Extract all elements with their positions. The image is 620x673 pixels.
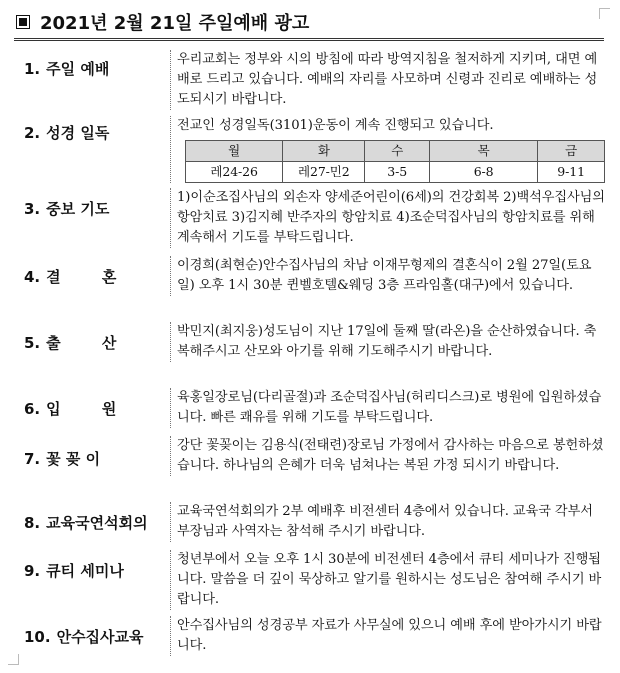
table-header-cell: 목 [430, 141, 538, 162]
item-text: 교육국연석회의가 2부 예배후 비전센터 4층에서 있습니다. 교육국 각부서 부장님과 사역자는 참석해 주시기 바랍니다. [170, 502, 605, 542]
item-label: 8. 교육국연석회의 [24, 514, 148, 532]
item-text: 강단 꽃꽂이는 김용식(전태련)장로님 가정에서 감사하는 마음으로 봉헌하셨습니다. 하나님의 은혜가 더욱 넘쳐나는 복된 가정 되시기 바랍니다. [170, 436, 605, 476]
bible-reading-table [185, 140, 605, 183]
table-header-cell: 수 [365, 141, 430, 162]
page-corner-mark [8, 654, 19, 665]
page-title: 2021년 2월 21일 주일예배 광고 [40, 13, 310, 34]
table-cell: 3-5 [365, 162, 430, 183]
item-text: 육홍일장로님(다리골절)과 조순덕집사님(허리디스크)로 병원에 입원하셨습니다. 빠른 쾌유를 위해 기도를 부탁드립니다. [170, 388, 605, 428]
table-cell: 6-8 [430, 162, 538, 183]
item-label: 4. 결 혼 [24, 268, 117, 286]
item-text: 청년부에서 오늘 오후 1시 30분에 비전센터 4층에서 큐티 세미나가 진행됩니다. 말씀을 더 깊이 묵상하고 알기를 원하시는 성도님은 참여해 주시기 바랍니다. [170, 550, 605, 610]
item-label: 2. 성경 일독 [24, 124, 110, 142]
item-label: 3. 중보 기도 [24, 200, 110, 218]
item-text: 박민지(최지웅)성도님이 지난 17일에 둘째 딸(라온)을 순산하였습니다. 축복해주시고 산모와 아기를 위해 기도해주시기 바랍니다. [170, 322, 605, 362]
table-header-cell: 화 [283, 141, 365, 162]
item-label: 1. 주일 예배 [24, 60, 110, 78]
item-text: 이경희(최현순)안수집사님의 차남 이재무형제의 결혼식이 2월 27일(토요일) 오후 1시 30분 퀸벨호텔&웨딩 3층 프라임홀(대구)에서 있습니다. [170, 256, 605, 296]
table-cell: 레27-민2 [283, 162, 365, 183]
table-cell: 레24-26 [186, 162, 283, 183]
item-label: 6. 입 원 [24, 400, 117, 418]
item-text: 전교인 성경일독(3101)운동이 계속 진행되고 있습니다. [177, 118, 494, 133]
item-body [170, 116, 605, 183]
item-label: 10. 안수집사교육 [24, 628, 144, 646]
item-text: 우리교회는 정부와 시의 방침에 따라 방역지침을 철저하게 지키며, 대면 예배로 드리고 있습니다. 예배의 자리를 사모하며 신령과 진리로 예배하는 성도되시기 바랍니다. [170, 50, 605, 110]
black-square-icon [16, 15, 30, 29]
item-text: 1)이순조집사님의 외손자 양세준어린이(6세)의 건강회복 2)백석우집사님의 항암치료 3)김지혜 반주자의 항암치료 4)조순덕집사님의 항암치료를 위해 계속해서 기도를 부탁드립니다. [170, 188, 605, 248]
table-header-cell: 월 [186, 141, 283, 162]
item-text: 안수집사님의 성경공부 자료가 사무실에 있으니 예배 후에 받아가시기 바랍니다. [170, 616, 605, 656]
table-cell: 9-11 [538, 162, 605, 183]
table-header-cell: 금 [538, 141, 605, 162]
item-label: 9. 큐티 세미나 [24, 562, 124, 580]
item-label: 7. 꽃 꽂 이 [24, 450, 101, 468]
item-label: 5. 출 산 [24, 334, 117, 352]
page-header [14, 6, 604, 41]
